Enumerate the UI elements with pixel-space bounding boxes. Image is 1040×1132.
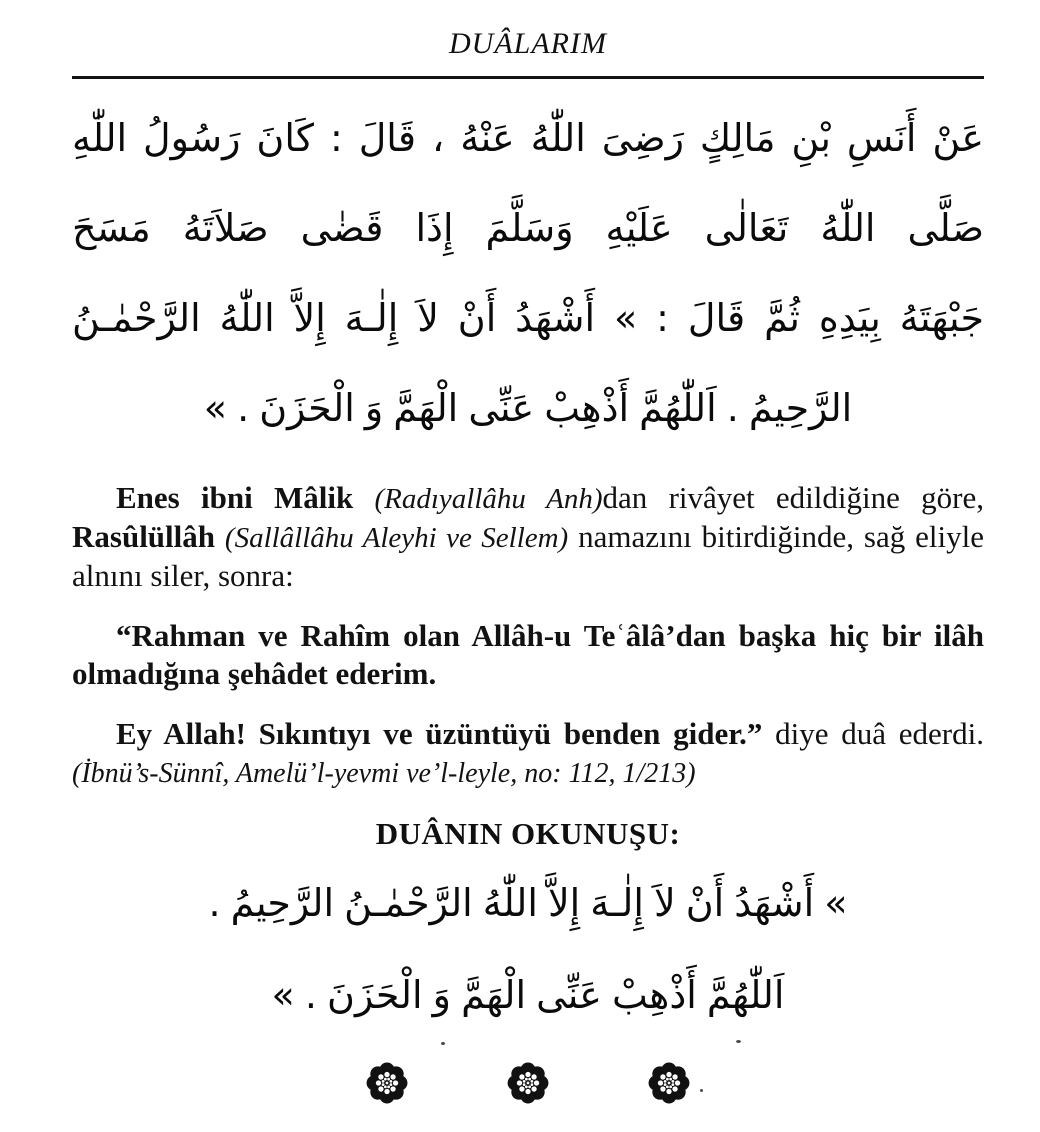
header-divider xyxy=(72,76,984,79)
quote-part-1: “Rahman ve Rahîm olan Allâh-u Teʿâlâ’dan başka hiç bir ilâh olmadığına şehâdet ederim. xyxy=(72,618,984,691)
translation-paragraph-1 xyxy=(72,479,984,595)
hadith-arabic-text xyxy=(72,93,984,453)
arabic-line-3: جَبْهَتَهُ بِيَدِهِ ثُمَّ قَالَ : » أَشْهَدُ أَنْ لاَ إِلٰـهَ إِلاَّ اللّٰهُ الرَّحْمٰـنُ xyxy=(72,296,984,340)
scan-speck xyxy=(736,1040,741,1043)
page-header xyxy=(72,26,984,79)
narrator-name: Enes ibni Mâlik xyxy=(116,480,375,515)
translation-text-a: dan rivâyet edildiğine göre, xyxy=(602,480,984,515)
translation-paragraph-3 xyxy=(72,715,984,793)
rosette-ornament-icon xyxy=(506,1061,550,1105)
recitation-line-2: اَللّٰهُمَّ أَذْهِبْ عَنِّى الْهَمَّ وَ الْحَزَنَ . » xyxy=(271,973,785,1017)
rosette-ornament-icon xyxy=(365,1061,409,1105)
quote-part-2: Ey Allah! Sıkıntıyı ve üzüntüyü benden gider.” xyxy=(116,716,763,751)
arabic-line-1: عَنْ أَنَسِ بْنِ مَالِكٍ رَضِىَ اللّٰهُ عَنْهُ ، قَالَ : كَانَ رَسُولُ اللّٰهِ xyxy=(72,116,984,160)
arabic-line-4: الرَّحِيمُ . اَللّٰهُمَّ أَذْهِبْ عَنِّى الْهَمَّ وَ الْحَزَنَ . » xyxy=(203,386,853,430)
recitation-arabic-text xyxy=(72,857,984,1041)
honorific-2: (Sallâllâhu Aleyhi ve Sellem) xyxy=(224,522,569,554)
arabic-line-2: صَلَّى اللّٰهُ تَعَالٰى عَلَيْهِ وَسَلَّمَ إِذَا قَضٰى صَلاَتَهُ مَسَحَ xyxy=(72,206,984,250)
reading-section-heading: DUÂNIN OKUNUŞU: xyxy=(375,816,681,851)
page-title: DUÂLARIM xyxy=(449,27,607,60)
translation-paragraph-2 xyxy=(72,617,984,693)
scan-speck xyxy=(700,1089,703,1092)
source-citation: (İbnü’s-Sünnî, Amelü’l-yevmi ve’l-leyle, no: 112, 1/213) xyxy=(72,758,696,789)
turkish-translation xyxy=(72,479,984,793)
scan-speck xyxy=(441,1042,445,1045)
translation-text-b: namazını bitirdiğinde, sağ eliyle alnını siler, sonra: xyxy=(72,519,984,593)
rosette-ornament-icon xyxy=(647,1061,691,1105)
honorific-1: (Radıyallâhu Anh) xyxy=(374,483,603,515)
recitation-line-1: » أَشْهَدُ أَنْ لاَ إِلٰـهَ إِلاَّ اللّٰهُ الرَّحْمٰـنُ الرَّحِيمُ . xyxy=(208,881,848,925)
translation-text-c: diye duâ ederdi. xyxy=(762,716,984,751)
prophet-name: Rasûlüllâh xyxy=(72,519,225,554)
ornament-row xyxy=(72,1061,984,1105)
